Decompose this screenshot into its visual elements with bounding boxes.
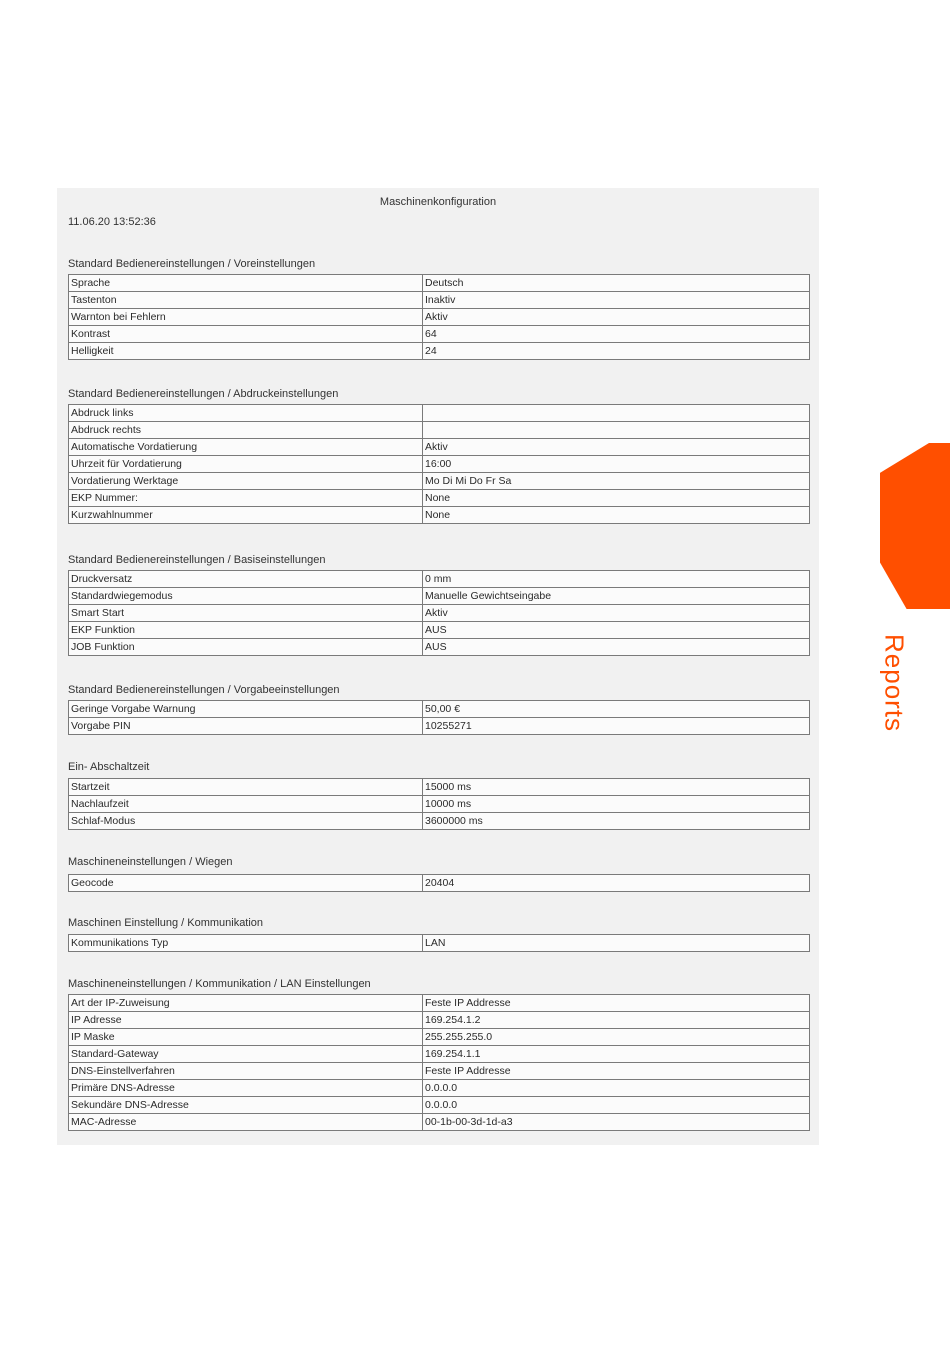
table-row bbox=[69, 813, 810, 830]
setting-key: Kurzwahlnummer bbox=[69, 507, 423, 524]
setting-key: DNS-Einstellverfahren bbox=[69, 1063, 423, 1080]
setting-value: 0.0.0.0 bbox=[423, 1097, 810, 1114]
setting-value: 10255271 bbox=[423, 718, 810, 735]
section-heading-abschaltzeit: Ein- Abschaltzeit bbox=[68, 761, 150, 773]
setting-value: 10000 ms bbox=[423, 796, 810, 813]
setting-value: 169.254.1.1 bbox=[423, 1046, 810, 1063]
setting-key: Standardwiegemodus bbox=[69, 588, 423, 605]
setting-key: Uhrzeit für Vordatierung bbox=[69, 456, 423, 473]
table-row bbox=[69, 779, 810, 796]
table-abschaltzeit bbox=[68, 778, 810, 830]
setting-key: Startzeit bbox=[69, 779, 423, 796]
reports-tab-shape bbox=[880, 443, 950, 609]
setting-key: EKP Funktion bbox=[69, 622, 423, 639]
setting-value: Mo Di Mi Do Fr Sa bbox=[423, 473, 810, 490]
section-heading-voreinstellungen: Standard Bedienereinstellungen / Voreinstellungen bbox=[68, 258, 316, 270]
setting-key: MAC-Adresse bbox=[69, 1114, 423, 1131]
setting-key: Standard-Gateway bbox=[69, 1046, 423, 1063]
table-row bbox=[69, 507, 810, 524]
setting-key: Geocode bbox=[69, 875, 423, 892]
table-row bbox=[69, 935, 810, 952]
table-row bbox=[69, 1012, 810, 1029]
table-row bbox=[69, 796, 810, 813]
setting-key: Abdruck links bbox=[69, 405, 423, 422]
setting-value: 64 bbox=[423, 326, 810, 343]
setting-key: IP Adresse bbox=[69, 1012, 423, 1029]
table-row bbox=[69, 473, 810, 490]
setting-value: 255.255.255.0 bbox=[423, 1029, 810, 1046]
setting-key: Schlaf-Modus bbox=[69, 813, 423, 830]
table-kommunikation bbox=[68, 934, 810, 952]
setting-value: 0.0.0.0 bbox=[423, 1080, 810, 1097]
setting-value: 16:00 bbox=[423, 456, 810, 473]
table-abdruckeinstellungen bbox=[68, 404, 810, 524]
report-title: Maschinenkonfiguration bbox=[379, 196, 497, 208]
table-row bbox=[69, 456, 810, 473]
setting-key: Smart Start bbox=[69, 605, 423, 622]
section-heading-lan-einstellungen: Maschineneinstellungen / Kommunikation / LAN Einstellungen bbox=[68, 978, 371, 990]
setting-key: Geringe Vorgabe Warnung bbox=[69, 701, 423, 718]
table-row bbox=[69, 1063, 810, 1080]
setting-key: Kontrast bbox=[69, 326, 423, 343]
setting-key: Helligkeit bbox=[69, 343, 423, 360]
scanned-report bbox=[57, 188, 819, 1145]
setting-key: Tastenton bbox=[69, 292, 423, 309]
setting-key: Sprache bbox=[69, 275, 423, 292]
setting-value: AUS bbox=[423, 639, 810, 656]
setting-value: Deutsch bbox=[423, 275, 810, 292]
report-datetime: 11.06.20 13:52:36 bbox=[68, 216, 156, 228]
table-row bbox=[69, 1046, 810, 1063]
setting-value: 50,00 € bbox=[423, 701, 810, 718]
setting-key: Art der IP-Zuweisung bbox=[69, 995, 423, 1012]
setting-value: None bbox=[423, 490, 810, 507]
setting-value: Inaktiv bbox=[423, 292, 810, 309]
setting-value: Feste IP Addresse bbox=[423, 995, 810, 1012]
reports-tab-label: Reports bbox=[879, 633, 910, 733]
table-row bbox=[69, 639, 810, 656]
setting-key: EKP Nummer: bbox=[69, 490, 423, 507]
setting-value: 3600000 ms bbox=[423, 813, 810, 830]
setting-key: Abdruck rechts bbox=[69, 422, 423, 439]
table-row bbox=[69, 701, 810, 718]
table-basiseinstellungen bbox=[68, 570, 810, 656]
setting-key: Vorgabe PIN bbox=[69, 718, 423, 735]
setting-key: Sekundäre DNS-Adresse bbox=[69, 1097, 423, 1114]
table-row bbox=[69, 326, 810, 343]
table-row bbox=[69, 422, 810, 439]
setting-value: Aktiv bbox=[423, 605, 810, 622]
table-row bbox=[69, 309, 810, 326]
table-row bbox=[69, 995, 810, 1012]
setting-value: 20404 bbox=[423, 875, 810, 892]
table-row bbox=[69, 605, 810, 622]
setting-value: AUS bbox=[423, 622, 810, 639]
setting-value: Feste IP Addresse bbox=[423, 1063, 810, 1080]
table-row bbox=[69, 571, 810, 588]
table-row bbox=[69, 292, 810, 309]
table-wiegen bbox=[68, 874, 810, 892]
table-row bbox=[69, 439, 810, 456]
setting-key: Primäre DNS-Adresse bbox=[69, 1080, 423, 1097]
table-row bbox=[69, 405, 810, 422]
table-row bbox=[69, 275, 810, 292]
setting-key: Nachlaufzeit bbox=[69, 796, 423, 813]
table-row bbox=[69, 622, 810, 639]
setting-value: Aktiv bbox=[423, 309, 810, 326]
setting-value: 0 mm bbox=[423, 571, 810, 588]
setting-value: None bbox=[423, 507, 810, 524]
table-row bbox=[69, 343, 810, 360]
table-voreinstellungen bbox=[68, 274, 810, 360]
setting-key: JOB Funktion bbox=[69, 639, 423, 656]
table-row bbox=[69, 875, 810, 892]
section-heading-vorgabeeinstellungen: Standard Bedienereinstellungen / Vorgabeeinstellungen bbox=[68, 684, 340, 696]
setting-key: Vordatierung Werktage bbox=[69, 473, 423, 490]
setting-value: 24 bbox=[423, 343, 810, 360]
setting-value: Manuelle Gewichtseingabe bbox=[423, 588, 810, 605]
setting-value bbox=[423, 422, 810, 439]
setting-value: LAN bbox=[423, 935, 810, 952]
table-lan-einstellungen bbox=[68, 994, 810, 1131]
setting-value: Aktiv bbox=[423, 439, 810, 456]
section-heading-wiegen: Maschineneinstellungen / Wiegen bbox=[68, 856, 233, 868]
setting-key: Automatische Vordatierung bbox=[69, 439, 423, 456]
table-row bbox=[69, 1029, 810, 1046]
setting-key: IP Maske bbox=[69, 1029, 423, 1046]
setting-key: Druckversatz bbox=[69, 571, 423, 588]
table-vorgabeeinstellungen bbox=[68, 700, 810, 735]
table-row bbox=[69, 1114, 810, 1131]
table-row bbox=[69, 490, 810, 507]
setting-value: 00-1b-00-3d-1d-a3 bbox=[423, 1114, 810, 1131]
table-row bbox=[69, 1080, 810, 1097]
table-row bbox=[69, 588, 810, 605]
section-heading-basiseinstellungen: Standard Bedienereinstellungen / Basiseinstellungen bbox=[68, 554, 326, 566]
section-heading-kommunikation: Maschinen Einstellung / Kommunikation bbox=[68, 917, 264, 929]
section-heading-abdruckeinstellungen: Standard Bedienereinstellungen / Abdruckeinstellungen bbox=[68, 388, 339, 400]
table-row bbox=[69, 1097, 810, 1114]
setting-key: Kommunikations Typ bbox=[69, 935, 423, 952]
setting-value: 169.254.1.2 bbox=[423, 1012, 810, 1029]
setting-key: Warnton bei Fehlern bbox=[69, 309, 423, 326]
table-row bbox=[69, 718, 810, 735]
setting-value: 15000 ms bbox=[423, 779, 810, 796]
setting-value bbox=[423, 405, 810, 422]
